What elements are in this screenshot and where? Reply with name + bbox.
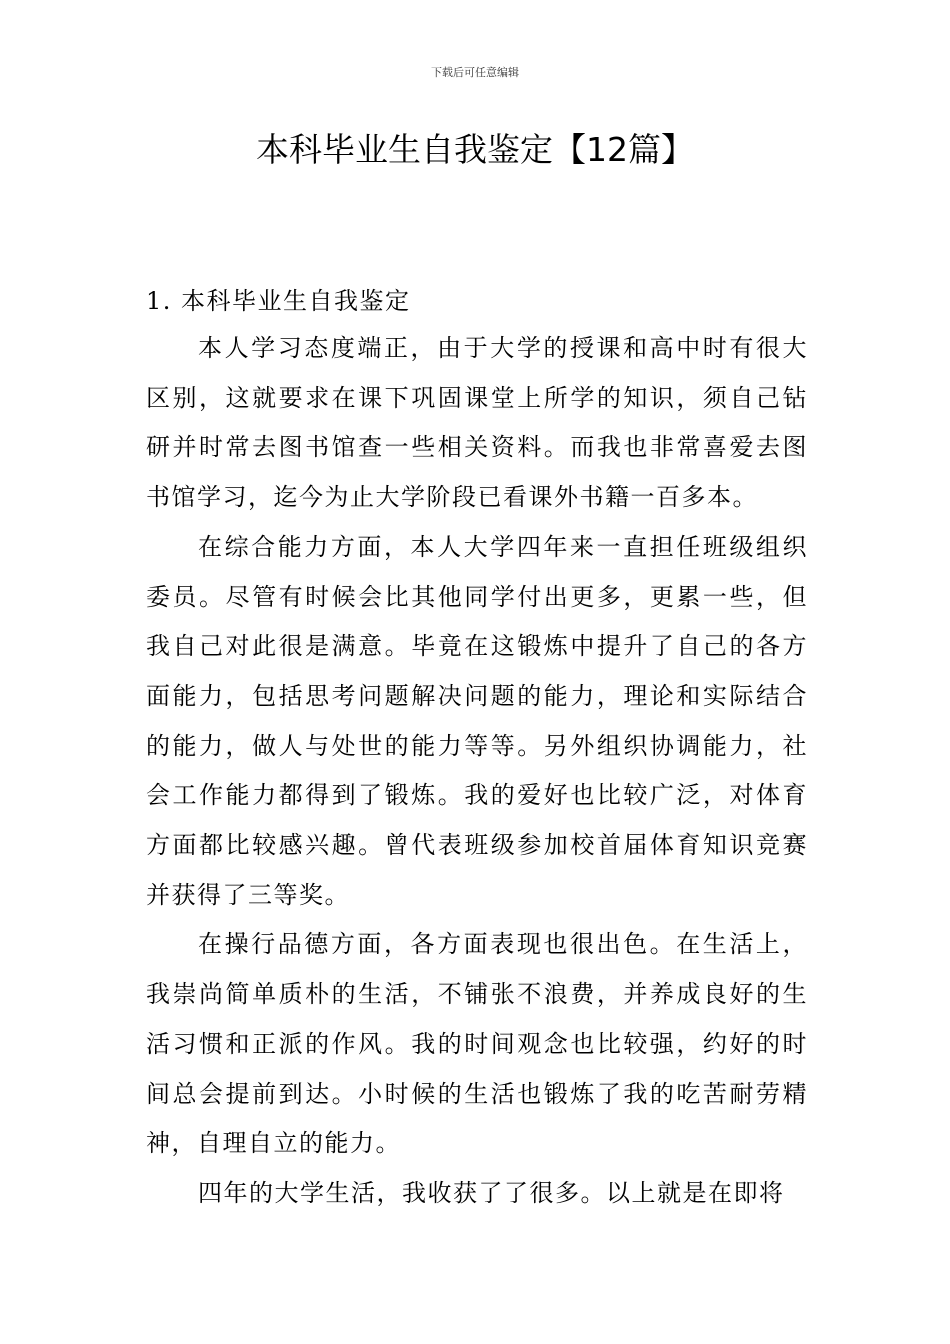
header-note: 下载后可任意编辑	[431, 66, 519, 79]
document-title: 本科毕业生自我鉴定【12篇】	[256, 130, 694, 169]
paragraph-summary: 四年的大学生活，我收获了了很多。以上就是在即将	[198, 1178, 785, 1207]
section-heading: 1. 本科毕业生自我鉴定	[146, 287, 411, 315]
paragraph-ability: 在综合能力方面，本人大学四年来一直担任班级组织委员。尽管有时候会比其他同学付出更多，更累一些，但我自己对此很是满意。毕竟在这锻炼中提升了自己的各方面能力，包括思考问题解决问题的能力，理论和实际结合的能力，做人与处世的能力等等。另外组织协调能力，社会工作能力都得到了锻炼。我的爱好也比较广泛，对体育方面都比较感兴趣。曾代表班级参加校首届体育知识竞赛并获得了三等奖。	[146, 532, 808, 909]
document-body	[146, 278, 808, 1219]
paragraph-study-attitude: 本人学习态度端正，由于大学的授课和高中时有很大区别，这就要求在课下巩固课堂上所学的知识，须自己钻研并时常去图书馆查一些相关资料。而我也非常喜爱去图书馆学习，迄今为止大学阶段已看课外书籍一百多本。	[146, 334, 808, 512]
paragraph-conduct: 在操行品德方面，各方面表现也很出色。在生活上，我崇尚简单质朴的生活，不铺张不浪费，并养成良好的生活习惯和正派的作风。我的时间观念也比较强，约好的时间总会提前到达。小时候的生活也锻炼了我的吃苦耐劳精神，自理自立的能力。	[146, 930, 808, 1158]
